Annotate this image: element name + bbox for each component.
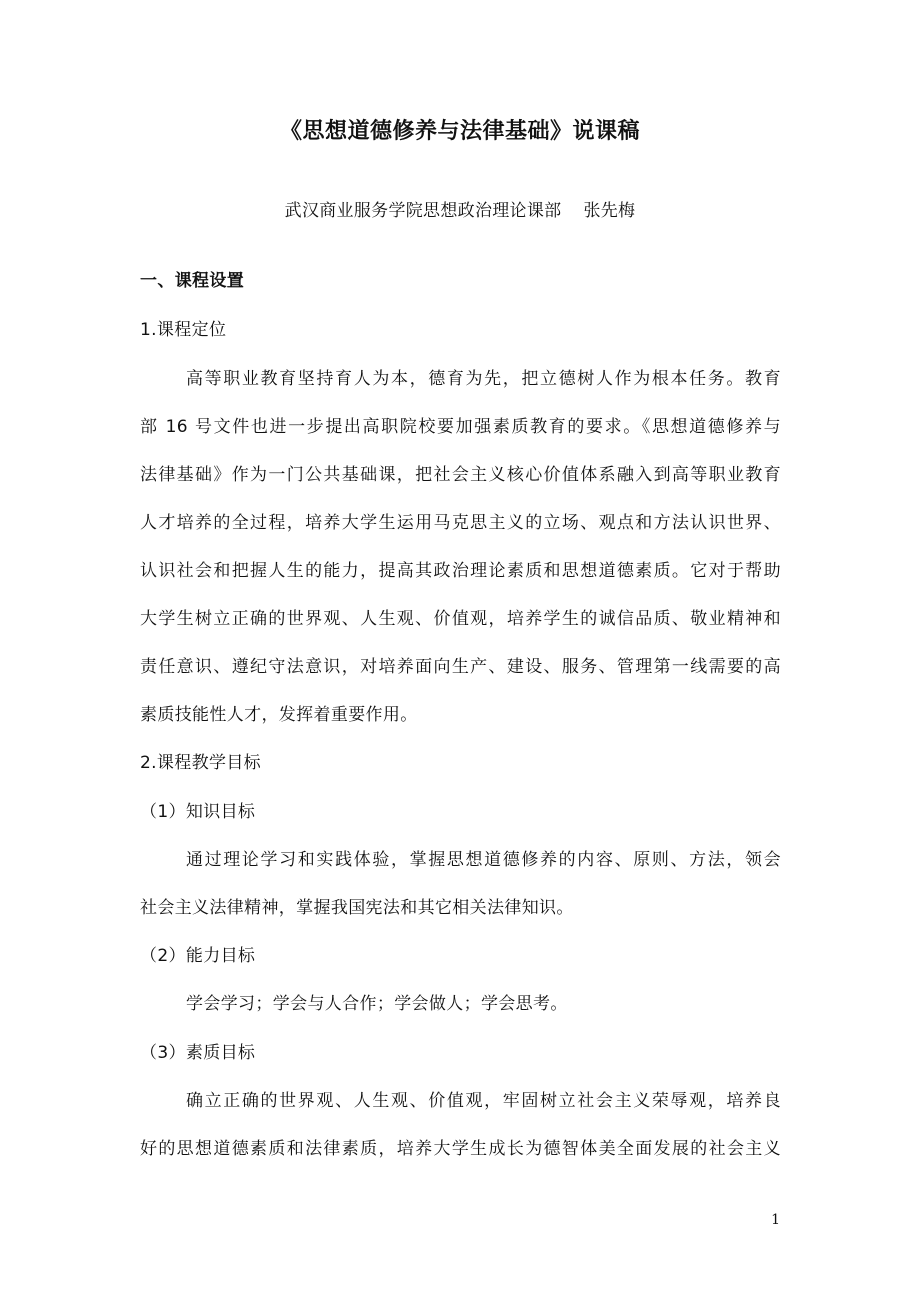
paragraph-line: 责任意识、遵纪守法意识，对培养面向生产、建设、服务、管理第一线需要的高 [140, 657, 781, 677]
paragraph-line: 素质技能性人才，发挥着重要作用。 [140, 705, 418, 725]
paragraph-line: 社会主义法律精神，掌握我国宪法和其它相关法律知识。 [140, 898, 574, 918]
page-number: 1 [771, 1212, 780, 1228]
section-heading: 一、课程设置 [140, 271, 245, 291]
author-line [0, 196, 920, 221]
paragraph-line: 高等职业教育坚持育人为本，德育为先，把立德树人作为根本任务。教育 [186, 369, 781, 389]
paragraph-line: 认识社会和把握人生的能力，提高其政治理论素质和思想道德素质。它对于帮助 [140, 561, 781, 581]
subsection-heading: 2.课程教学目标 [140, 753, 262, 773]
document-title: 《思想道德修养与法律基础》说课稿 [279, 119, 640, 144]
paragraph-line: 确立正确的世界观、人生观、价值观，牢固树立社会主义荣辱观，培养良 [186, 1091, 781, 1111]
paragraph-line: 法律基础》作为一门公共基础课，把社会主义核心价值体系融入到高等职业教育 [140, 465, 781, 485]
goal-heading-quality: （3）素质目标 [140, 1043, 256, 1063]
paragraph-line: 通过理论学习和实践体验，掌握思想道德修养的内容、原则、方法，领会 [186, 850, 781, 870]
paragraph-line: 学会学习；学会与人合作；学会做人；学会思考。 [186, 994, 568, 1014]
paragraph-line: 人才培养的全过程，培养大学生运用马克思主义的立场、观点和方法认识世界、 [140, 513, 781, 533]
paragraph-line: 好的思想道德素质和法律素质，培养大学生成长为德智体美全面发展的社会主义 [140, 1139, 781, 1159]
goal-heading-ability: （2）能力目标 [140, 946, 256, 966]
paragraph-line: 大学生树立正确的世界观、人生观、价值观，培养学生的诚信品质、敬业精神和 [140, 609, 781, 629]
author-name: 张先梅 [583, 201, 636, 221]
subsection-heading: 1.课程定位 [140, 320, 227, 340]
author-affiliation: 武汉商业服务学院思想政治理论课部 [284, 201, 562, 221]
paragraph-line: 部 16 号文件也进一步提出高职院校要加强素质教育的要求。《思想道德修养与 [140, 417, 781, 437]
goal-heading-knowledge: （1）知识目标 [140, 802, 256, 822]
